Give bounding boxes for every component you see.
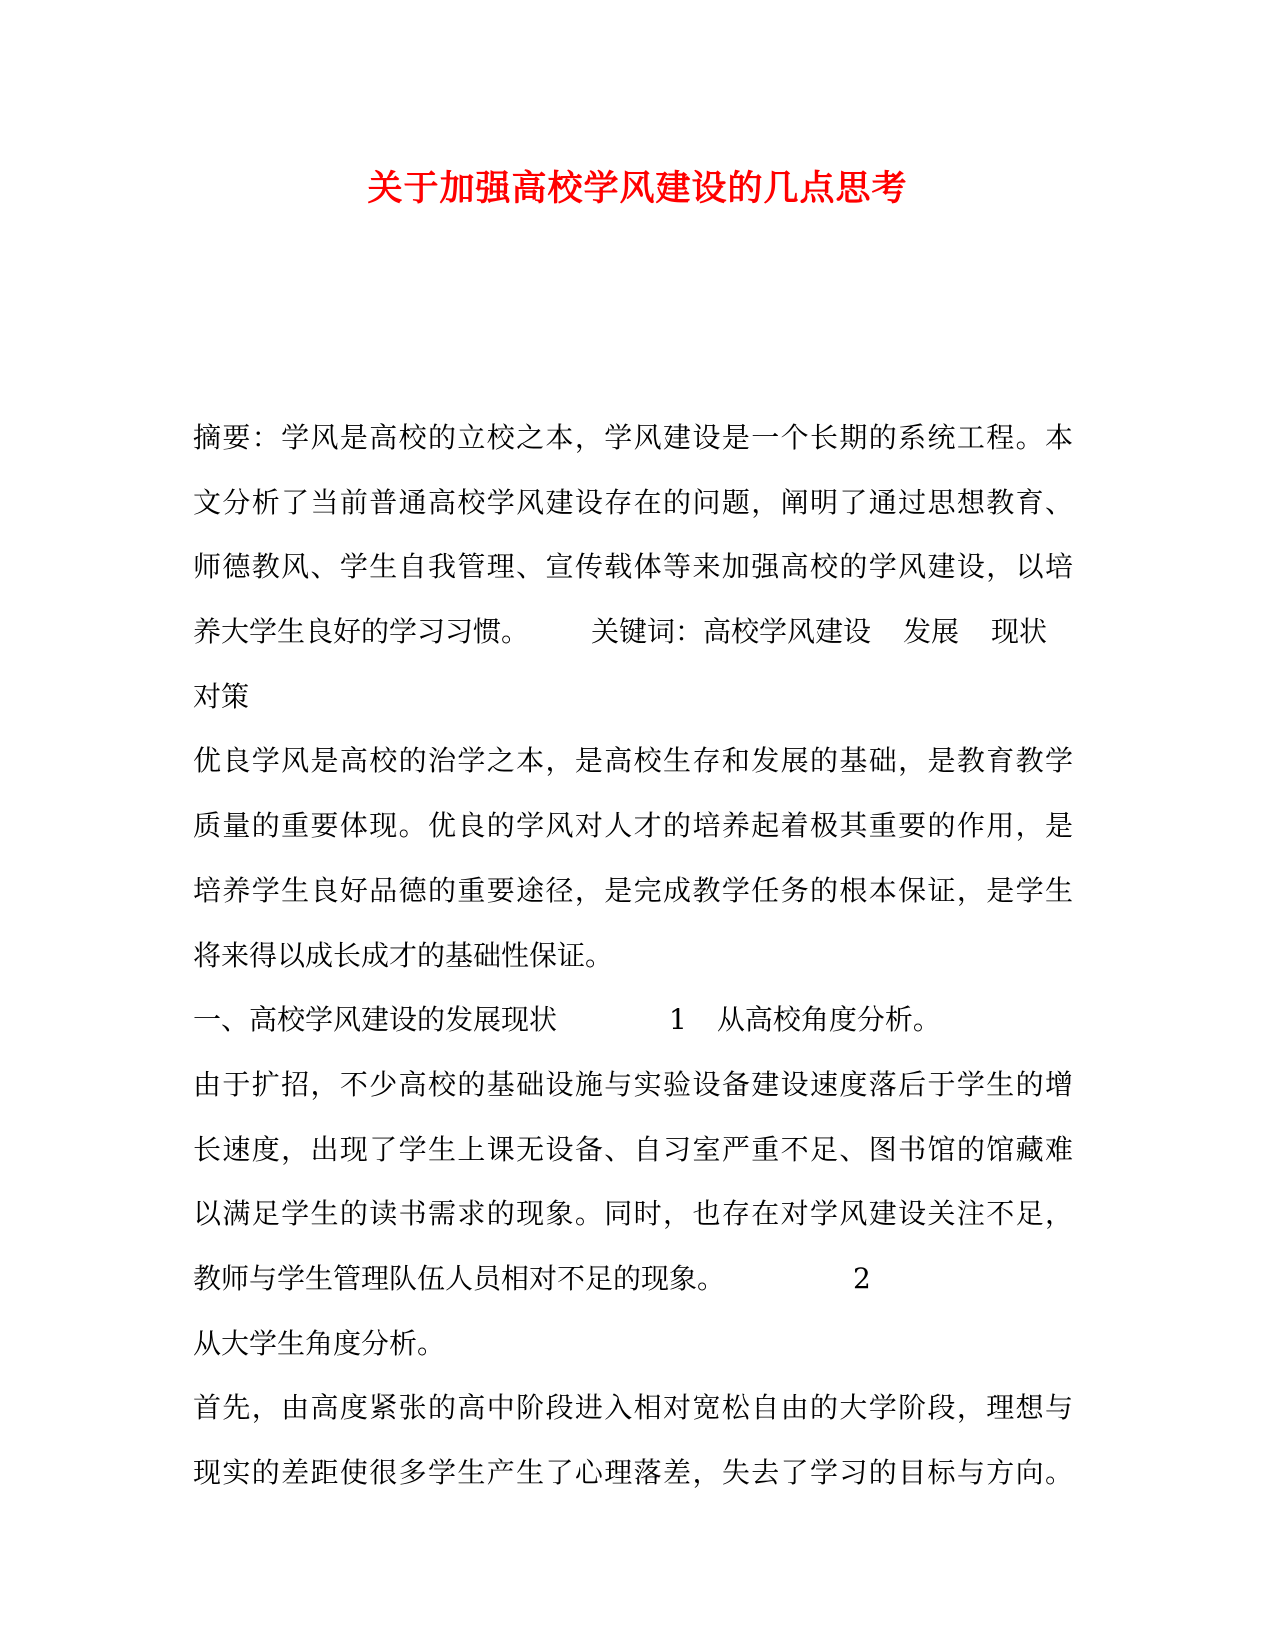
keywords-label: 关键词：高校学风建设	[591, 615, 872, 649]
section-heading-line	[193, 988, 1073, 1053]
subsection-title: 从大学生角度分析。	[193, 1326, 446, 1360]
document-body	[193, 406, 1073, 1506]
keyword: 发展	[903, 615, 960, 649]
text-line-keywords	[193, 600, 1073, 665]
text-line: 将来得以成长成才的基础性保证。	[193, 938, 614, 972]
text-line: 由于扩招，不少高校的基础设施与实验设备建设速度落后于学生的增	[193, 1067, 1073, 1101]
text-line: 质量的重要体现。优良的学风对人才的培养起着极其重要的作用，是	[193, 809, 1073, 843]
text-line: 摘要：学风是高校的立校之本，学风建设是一个长期的系统工程。本	[193, 421, 1073, 454]
text-line: 优良学风是高校的治学之本，是高校生存和发展的基础，是教育教学	[193, 744, 1073, 778]
text-line: 对策	[193, 679, 250, 713]
section-heading: 一、高校学风建设的发展现状	[193, 1003, 558, 1037]
text-line: 师德教风、学生自我管理、宣传载体等来加强高校的学风建设，以培	[193, 550, 1073, 584]
text-line	[193, 1247, 1073, 1312]
subsection-title: 从高校角度分析。	[716, 1003, 941, 1037]
subsection-number: 1	[669, 1003, 687, 1037]
text-line: 长速度，出现了学生上课无设备、自习室严重不足、图书馆的馆藏难	[193, 1132, 1073, 1166]
text-line: 培养学生良好品德的重要途径，是完成教学任务的根本保证，是学生	[193, 873, 1073, 907]
keyword: 现状	[991, 615, 1048, 649]
document-title: 关于加强高校学风建设的几点思考	[367, 168, 908, 209]
subsection-number: 2	[853, 1261, 871, 1295]
paragraph-end: 教师与学生管理队伍人员相对不足的现象。	[193, 1261, 726, 1295]
text-line: 以满足学生的读书需求的现象。同时，也存在对学风建设关注不足，	[193, 1197, 1073, 1231]
text-line: 首先，由高度紧张的高中阶段进入相对宽松自由的大学阶段，理想与	[193, 1391, 1073, 1425]
abstract-end: 养大学生良好的学习习惯。	[193, 615, 530, 649]
text-line: 文分析了当前普通高校学风建设存在的问题，阐明了通过思想教育、	[193, 485, 1073, 519]
text-line: 现实的差距使很多学生产生了心理落差，失去了学习的目标与方向。	[193, 1456, 1073, 1489]
